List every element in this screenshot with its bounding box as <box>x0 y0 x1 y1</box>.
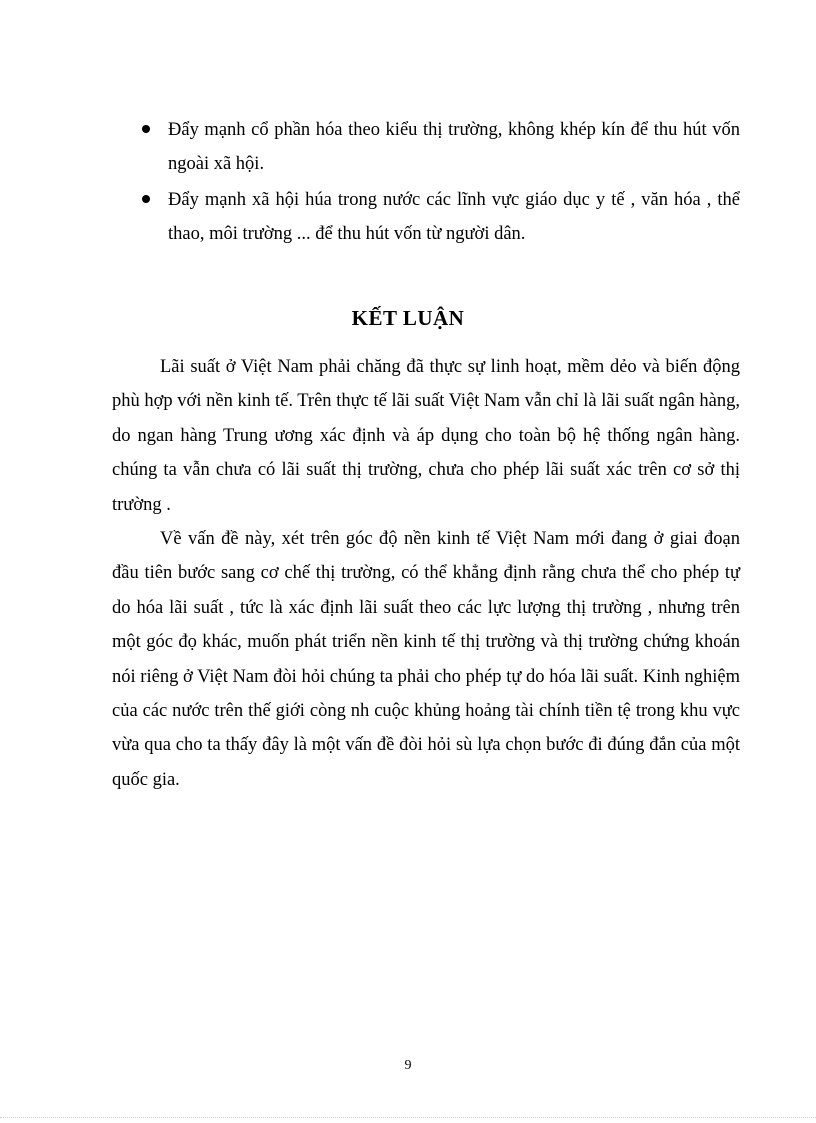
bullet-text: Đẩy mạnh cổ phần hóa theo kiểu thị trường, không khép kín để thu hút vốn ngoài xã hội. <box>168 120 740 174</box>
page-bottom-divider <box>0 1117 816 1118</box>
paragraph: Về vấn đề này, xét trên góc độ nền kinh tế Việt Nam mới đang ở giai đoạn đầu tiên bước sang cơ chế thị trường, có thể khẳng định rằng chưa thể cho phép tự do hóa lãi suất , tức là xác định lãi suất theo các lực lượng thị trường , nhưng trên một góc đọ khác, muốn phát triển nền kinh tế thị trường và thị trường chứng khoán nói riêng ở Việt Nam đòi hỏi chúng ta phải cho phép tự do hóa lãi suất. Kinh nghiệm của các nước trên thế giới còng nh cuộc khủng hoảng tài chính tiền tệ trong khu vực vừa qua cho ta thấy đây là một vấn đề đòi hỏi sù lựa chọn bước đi đúng đắn của một quốc gia. <box>112 529 740 790</box>
bullet-text: Đẩy mạnh xã hội húa trong nước các lĩnh vực giáo dục y tế , văn hóa , thể thao, môi trường ... để thu hút vốn từ người dân. <box>168 190 740 244</box>
conclusion-body <box>112 350 740 797</box>
bullet-item <box>140 113 740 181</box>
bullet-item <box>140 183 740 251</box>
paragraph: Lãi suất ở Việt Nam phải chăng đã thực sự linh hoạt, mềm dẻo và biến động phù hợp với nền kinh tế. Trên thực tế lãi suất Việt Nam vẫn chỉ là lãi suất ngân hàng, do ngan hàng Trung ương xác định và áp dụng cho toàn bộ hệ thống ngân hàng. chúng ta vẫn chưa có lãi suất thị trường, chưa cho phép lãi suất xác trên cơ sở thị trường . <box>112 357 740 515</box>
section-heading: KẾT LUẬN <box>351 306 465 330</box>
bullet-list <box>140 113 740 253</box>
page-number: 9 <box>404 1058 412 1073</box>
bullet-dot-icon <box>142 195 150 203</box>
bullet-dot-icon <box>142 125 150 133</box>
